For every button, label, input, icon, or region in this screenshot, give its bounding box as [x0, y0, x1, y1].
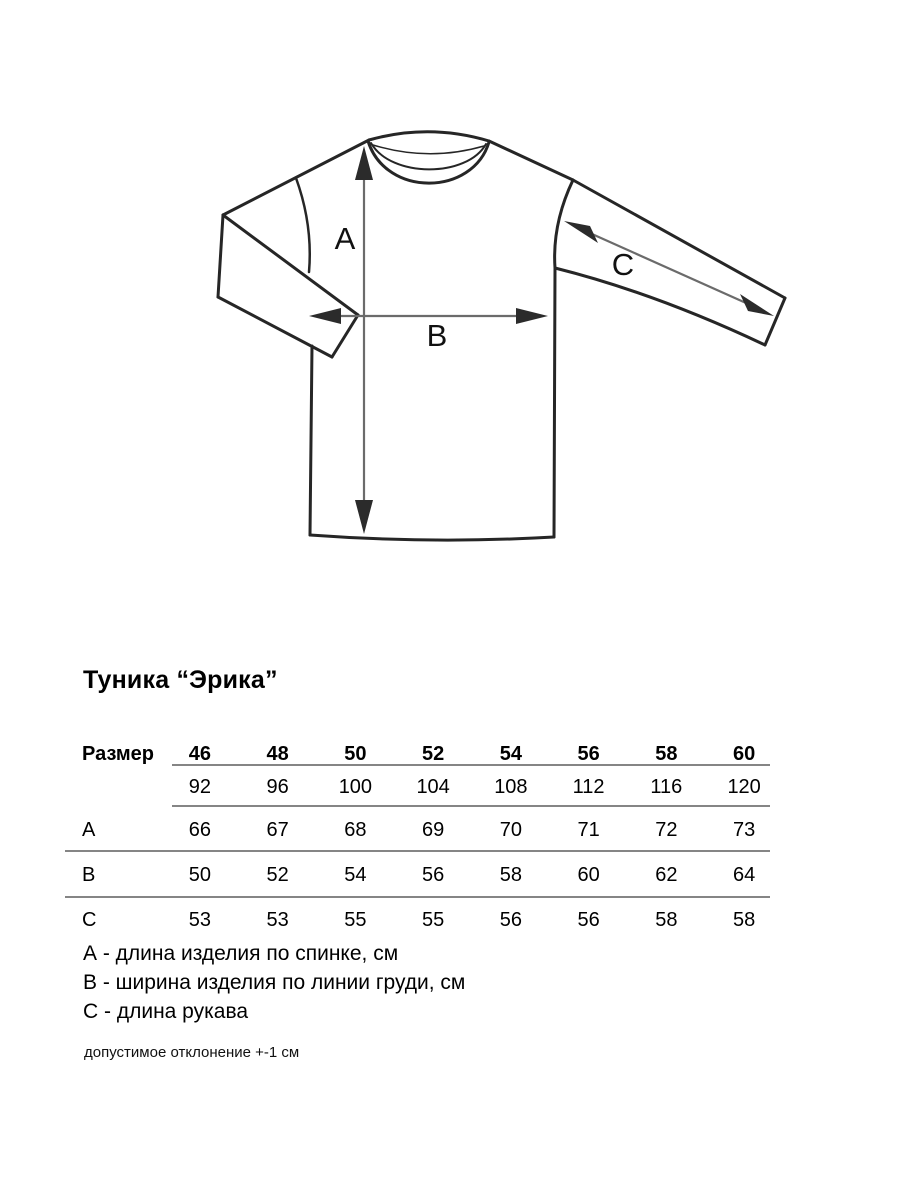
value-cell: 56 — [422, 863, 445, 886]
value-cell: 53 — [266, 908, 289, 931]
arrow-b-head-right-icon — [516, 308, 548, 324]
value-cell: 66 — [188, 818, 211, 841]
tolerance-note: допустимое отклонение +-1 см — [84, 1044, 300, 1061]
value-cell: 50 — [188, 863, 211, 886]
table-divider — [65, 850, 770, 852]
size-col-header: 52 — [422, 742, 445, 765]
value-cell: 100 — [338, 775, 373, 798]
size-col-header: 58 — [655, 742, 678, 765]
diagram-label-c: C — [611, 247, 635, 282]
value-cell: 116 — [650, 775, 683, 798]
collar-top-edge — [369, 132, 489, 141]
value-cell: 53 — [188, 908, 211, 931]
value-cell: 60 — [577, 863, 600, 886]
left-armhole-seam — [296, 178, 310, 272]
size-col-header: 54 — [499, 742, 522, 765]
size-table-header-label: Размер — [82, 742, 155, 765]
table-row-b — [65, 861, 783, 889]
row-label: C — [82, 908, 97, 931]
collar-inner-seam — [371, 143, 486, 169]
value-cell: 56 — [499, 908, 522, 931]
table-divider — [172, 805, 770, 807]
collar-rib-line — [373, 145, 484, 154]
body-right-edge — [554, 268, 555, 537]
table-row-a — [65, 816, 783, 844]
left-sleeve-outer-edge — [218, 215, 223, 297]
value-cell: 104 — [416, 775, 450, 798]
value-cell: 69 — [422, 818, 445, 841]
page-title: Туника “Эрика” — [83, 666, 278, 694]
diagram-label-a: A — [334, 221, 356, 256]
arrow-a-head-up-icon — [355, 146, 373, 180]
value-cell: 58 — [499, 863, 522, 886]
size-col-header: 50 — [344, 742, 367, 765]
size-col-header: 56 — [577, 742, 600, 765]
value-cell: 58 — [733, 908, 756, 931]
value-cell: 73 — [733, 818, 756, 841]
table-divider — [65, 896, 770, 898]
size-col-header: 46 — [188, 742, 211, 765]
legend-line-c: С - длина рукава — [83, 1000, 249, 1023]
table-row-chest — [65, 773, 783, 801]
value-cell: 52 — [266, 863, 289, 886]
arrow-c-head-downright-icon — [740, 294, 774, 316]
value-cell: 55 — [422, 908, 445, 931]
garment-outline — [218, 132, 785, 540]
value-cell: 92 — [188, 775, 211, 798]
value-cell: 55 — [344, 908, 367, 931]
value-cell: 56 — [577, 908, 600, 931]
arrow-a-head-down-icon — [355, 500, 373, 534]
value-cell: 70 — [499, 818, 522, 841]
size-col-header: 48 — [266, 742, 289, 765]
value-cell: 96 — [266, 775, 289, 798]
value-cell: 112 — [572, 775, 605, 798]
legend-line-a: А - длина изделия по спинке, см — [83, 942, 399, 965]
value-cell: 58 — [655, 908, 678, 931]
table-divider — [172, 764, 770, 766]
legend-line-b: В - ширина изделия по линии груди, см — [83, 971, 466, 994]
left-sleeve-cuff — [218, 297, 332, 357]
value-cell: 72 — [655, 818, 678, 841]
right-sleeve-cuff — [765, 298, 785, 345]
value-cell: 108 — [494, 775, 528, 798]
value-cell: 120 — [727, 775, 761, 798]
body-hem — [310, 535, 554, 540]
body-left-edge — [310, 346, 312, 535]
value-cell: 54 — [344, 863, 367, 886]
right-shoulder-line — [489, 141, 573, 180]
value-cell: 71 — [577, 818, 600, 841]
collar-band-bottom — [368, 141, 489, 183]
value-cell: 67 — [266, 818, 289, 841]
row-label: B — [82, 863, 96, 886]
value-cell: 64 — [733, 863, 756, 886]
measure-arrow-c — [564, 221, 774, 316]
table-row-c — [65, 906, 783, 934]
size-col-header: 60 — [733, 742, 756, 765]
right-sleeve-bottom-edge — [555, 268, 765, 345]
value-cell: 68 — [344, 818, 367, 841]
row-label: A — [82, 818, 96, 841]
value-cell: 62 — [655, 863, 678, 886]
measure-arrow-a — [355, 146, 373, 534]
diagram-label-b: B — [426, 318, 448, 353]
measurement-legend — [83, 939, 465, 1026]
arrow-c-head-upleft-icon — [564, 221, 598, 243]
arrow-b-head-left-icon — [309, 308, 341, 324]
